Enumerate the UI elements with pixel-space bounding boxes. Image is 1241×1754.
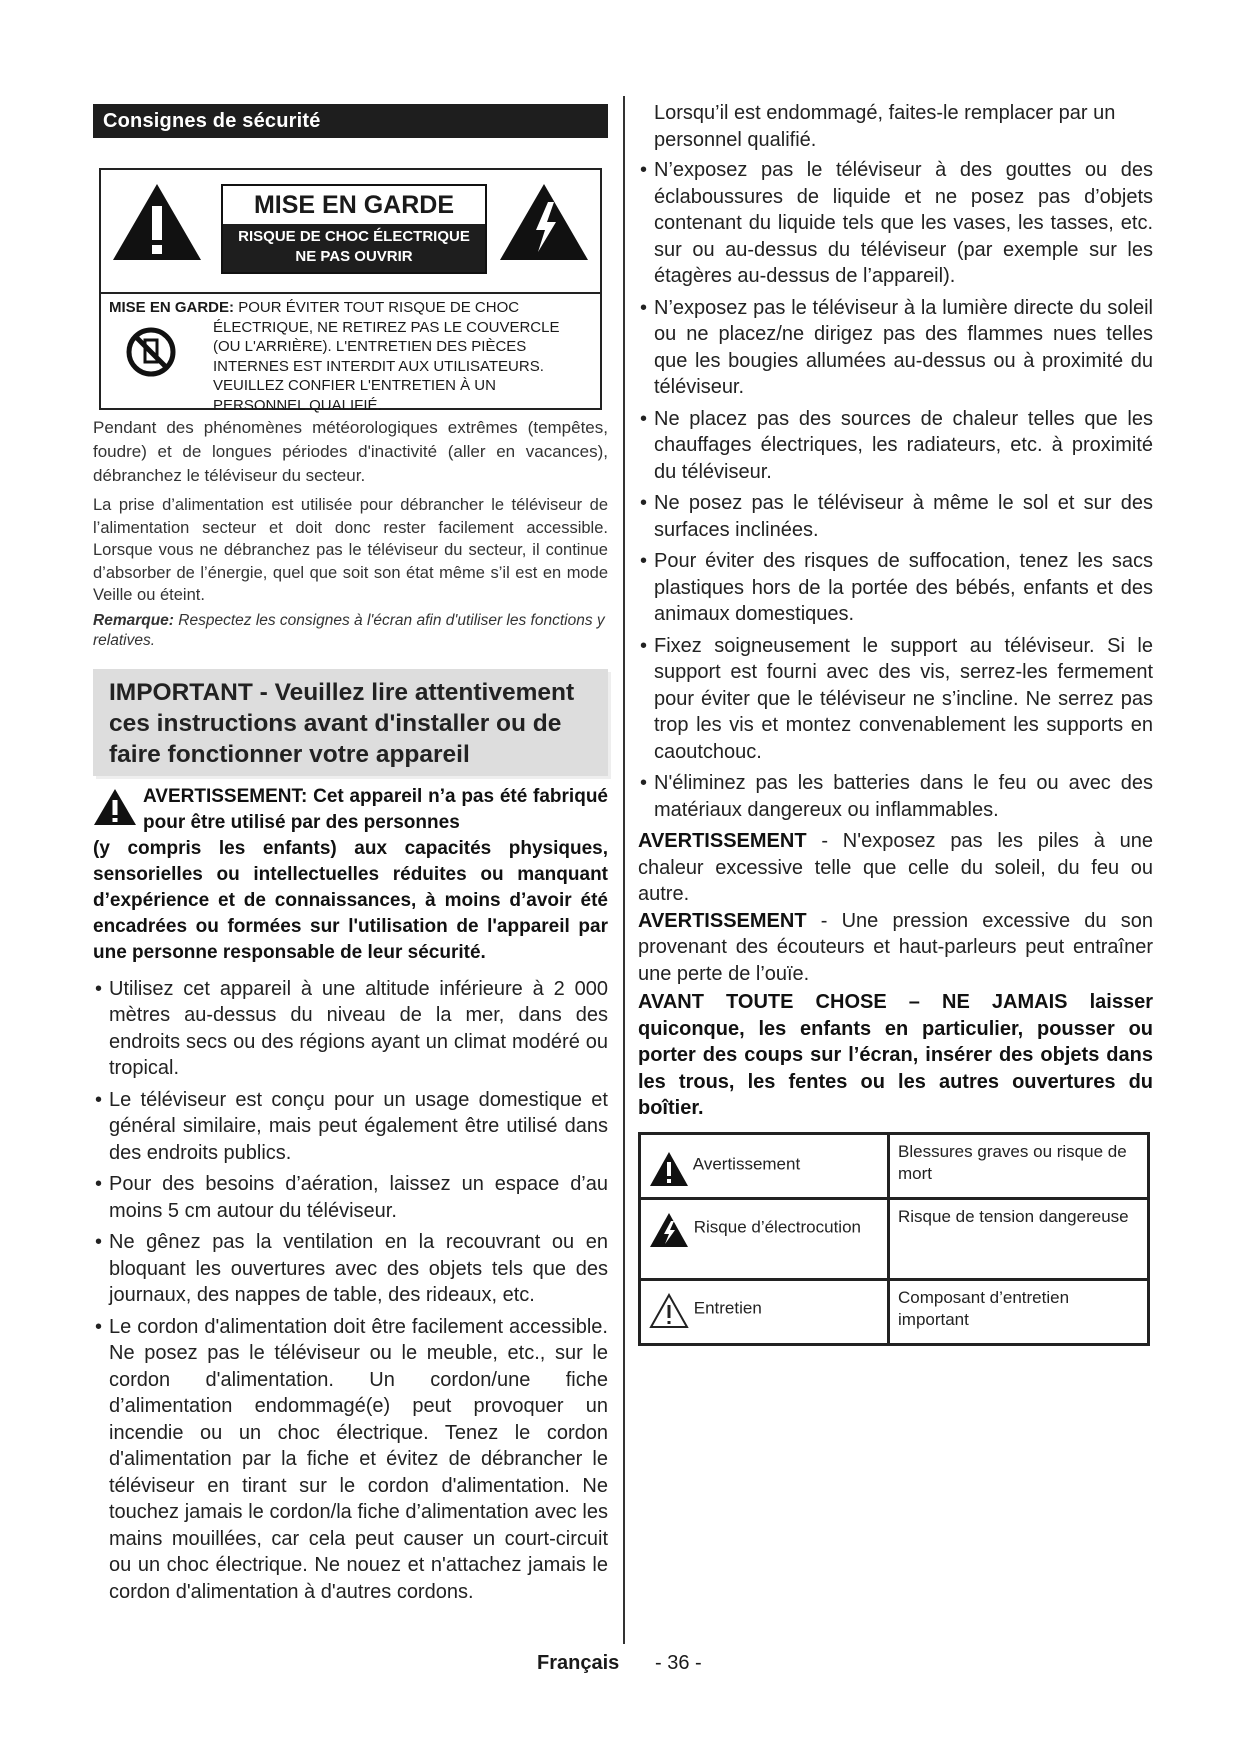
power-plug-paragraph: La prise d’alimentation est utilisée pour débrancher le téléviseur de l’alimentation secteur et doit donc rester facilement accessible. Lorsque vous ne débranchez pas le téléviseur du secteur, il continue d’absorber de l’énergie, quel que soit son état même s’il est en mode Veille ou éteint. <box>93 496 608 604</box>
hearing-warning: AVERTISSEMENT - Une pression excessive du son provenant des écouteurs et haut-parleurs peut entraîner une perte de l’ouïe. <box>638 909 1153 985</box>
warning-rest: (y compris les enfants) aux capacités physiques, sensorielles ou intellectuelles réduites ou manquant d’expérience et de connaissances, à moins d’avoir été encadrées ou formées sur l'utilisation de l'appareil par une personne responsable de leur sécurité. <box>93 837 608 963</box>
list-item: • Pour éviter des risques de suffocation, tenez les sacs plastiques hors de la portée des bébés, enfants et des animaux domestiques. <box>638 548 1153 628</box>
list-item: • Le cordon d'alimentation doit être facilement accessible. Ne posez pas le téléviseur ou le meuble, etc., sur le cordon d'alimentation. Un cordon/une fiche d’alimentation endommagé(e) peut provoquer un incendie ou un choc électrique. Tenez le cordon d'alimentation par la fiche et évitez de débrancher le téléviseur en tirant sur le cordon d'alimentation. Ne touchez jamais le cordon/la fiche d’alimentation avec les mains mouillées, car cela peut causer un court-circuit ou un choc électrique. Ne nouez et n'attachez jamais le cordon d'alimentation à d'autres cordons. <box>93 1314 608 1606</box>
no-opening-icon <box>125 326 177 378</box>
battery-warning: AVERTISSEMENT - N'exposez pas les piles à une chaleur excessive telle que celle du soleil, du feu ou autre. <box>638 830 1153 905</box>
caution-line-2: ÉLECTRIQUE, NE RETIREZ PAS LE COUVERCLE <box>213 318 560 336</box>
caution-line-3: (OU L'ARRIÈRE). L'ENTRETIEN DES PIÈCES <box>213 338 527 355</box>
list-item: • Le téléviseur est conçu pour un usage domestique et général similaire, mais peut également être utilisé dans des endroits publics. <box>93 1087 608 1167</box>
lightning-triangle-icon <box>498 182 590 262</box>
mise-en-garde-title: MISE EN GARDE <box>223 186 485 224</box>
caution-label-box <box>99 168 602 414</box>
left-bullet-list <box>93 976 608 1606</box>
never-push-warning: AVANT TOUTE CHOSE – NE JAMAIS laisser quiconque, les enfants en particulier, pousser ou porter des coups sur l’écran, insérer des objets dans les trous, les fentes ou les autres ouvertures du boîtier. <box>638 991 1153 1119</box>
exclamation-triangle-icon <box>111 182 203 262</box>
caution-line-6: PERSONNEL QUALIFIÉ. <box>213 396 382 414</box>
caution-outline-icon <box>649 1293 689 1329</box>
list-item: • Ne placez pas des sources de chaleur telles que les chauffages électriques, les radiateurs, etc. à proximité du téléviseur. <box>638 406 1153 486</box>
caution-label-text <box>101 294 600 419</box>
electric-shock-icon <box>649 1212 689 1248</box>
weather-paragraph: Pendant des phénomènes météorologiques extrêmes (tempêtes, foudre) et de longues périodes d'inactivité (aller en vacances), débranchez le téléviseur du secteur. <box>93 418 608 485</box>
list-item: • Ne posez pas le téléviseur à même le sol et sur des surfaces inclinées. <box>638 490 1153 543</box>
warning-first-line: AVERTISSEMENT: Cet appareil n’a pas été fabriqué pour être utilisé par des personnes <box>143 785 608 833</box>
footer-language: Français <box>537 1652 620 1674</box>
list-item: • N'éliminez pas les batteries dans le feu ou avec des matériaux dangereux ou inflammables. <box>638 770 1153 823</box>
caution-line-4: INTERNES EST INTERDIT AUX UTILISATEURS. <box>213 357 544 375</box>
legend-key-label: Entretien <box>693 1297 762 1317</box>
list-item: • N’exposez pas le téléviseur à des gouttes ou des éclaboussures de liquide et ne posez pas d’objets contenant du liquide tels que les vases, les tasses, etc. sur ou au-dessus du téléviseur (par exemple sur les étagères au-dessus de l’appareil). <box>638 157 1153 290</box>
legend-key <box>640 1133 889 1198</box>
mise-en-garde-subtitle <box>223 224 485 272</box>
legend-key <box>640 1279 889 1344</box>
legend-key-label: Avertissement <box>692 1153 801 1173</box>
list-item: • Ne gênez pas la ventilation en la recouvrant ou en bloquant les ouvertures avec des objets tels que des journaux, des nappes de table, des rideaux, etc. <box>93 1229 608 1309</box>
column-divider <box>623 96 625 1644</box>
page-number: - 36 - <box>655 1652 702 1674</box>
caution-label-header <box>101 170 600 294</box>
warning-paragraph <box>93 784 608 966</box>
shock-risk-text: RISQUE DE CHOC ÉLECTRIQUE <box>238 228 470 245</box>
list-item: • Pour des besoins d’aération, laissez un espace d’au moins 5 cm autour du téléviseur. <box>93 1171 608 1224</box>
left-column <box>93 104 608 1610</box>
do-not-open-text: NE PAS OUVRIR <box>295 248 413 265</box>
warning-triangle-icon <box>649 1151 689 1187</box>
warning-triangle-icon <box>93 788 137 826</box>
section-title: Consignes de sécurité <box>93 104 608 138</box>
list-item: • Utilisez cet appareil à une altitude inférieure à 2 000 mètres au-dessus du niveau de la mer, dans des endroits secs ou des régions ayant un climat modéré ou tropical. <box>93 976 608 1082</box>
caution-line-5: VEUILLEZ CONFIER L'ENTRETIEN À UN <box>213 377 496 394</box>
table-row <box>640 1133 1149 1198</box>
legend-value: Composant d’entretien important <box>889 1279 1149 1344</box>
list-item: • Fixez soigneusement le support au téléviseur. Si le support est fourni avec des vis, serrez-les fermement pour éviter que le téléviseur ne s’incline. Ne serrez pas trop les vis et montez convenablement les supports en caoutchouc. <box>638 633 1153 766</box>
legend-key-label: Risque d’électrocution <box>693 1216 861 1236</box>
table-row <box>640 1279 1149 1344</box>
legend-value: Risque de tension dangereuse <box>889 1198 1149 1279</box>
legend-key <box>640 1198 889 1279</box>
legend-value: Blessures graves ou risque de mort <box>889 1133 1149 1198</box>
caution-line-1: MISE EN GARDE: POUR ÉVITER TOUT RISQUE DE CHOC <box>109 299 520 316</box>
table-row <box>640 1198 1149 1279</box>
important-heading: IMPORTANT - Veuillez lire attentivement ces instructions avant d'installer ou de faire fonctionner votre appareil <box>93 669 608 776</box>
lead-paragraph: Lorsqu’il est endommagé, faites-le remplacer par un personnel qualifié. <box>654 102 1116 151</box>
list-item: • N’exposez pas le téléviseur à la lumière directe du soleil ou ne placez/ne dirigez pas des flammes nues telles que les bougies allumées au-dessus ou à proximité du téléviseur. <box>638 295 1153 401</box>
symbol-legend-table <box>638 1132 1150 1346</box>
right-bullet-list <box>638 157 1153 823</box>
remark-note: Remarque: Respectez les consignes à l'écran afin d'utiliser les fonctions y relatives. <box>93 611 605 649</box>
right-column <box>638 100 1153 1346</box>
mise-en-garde-label <box>221 184 487 274</box>
